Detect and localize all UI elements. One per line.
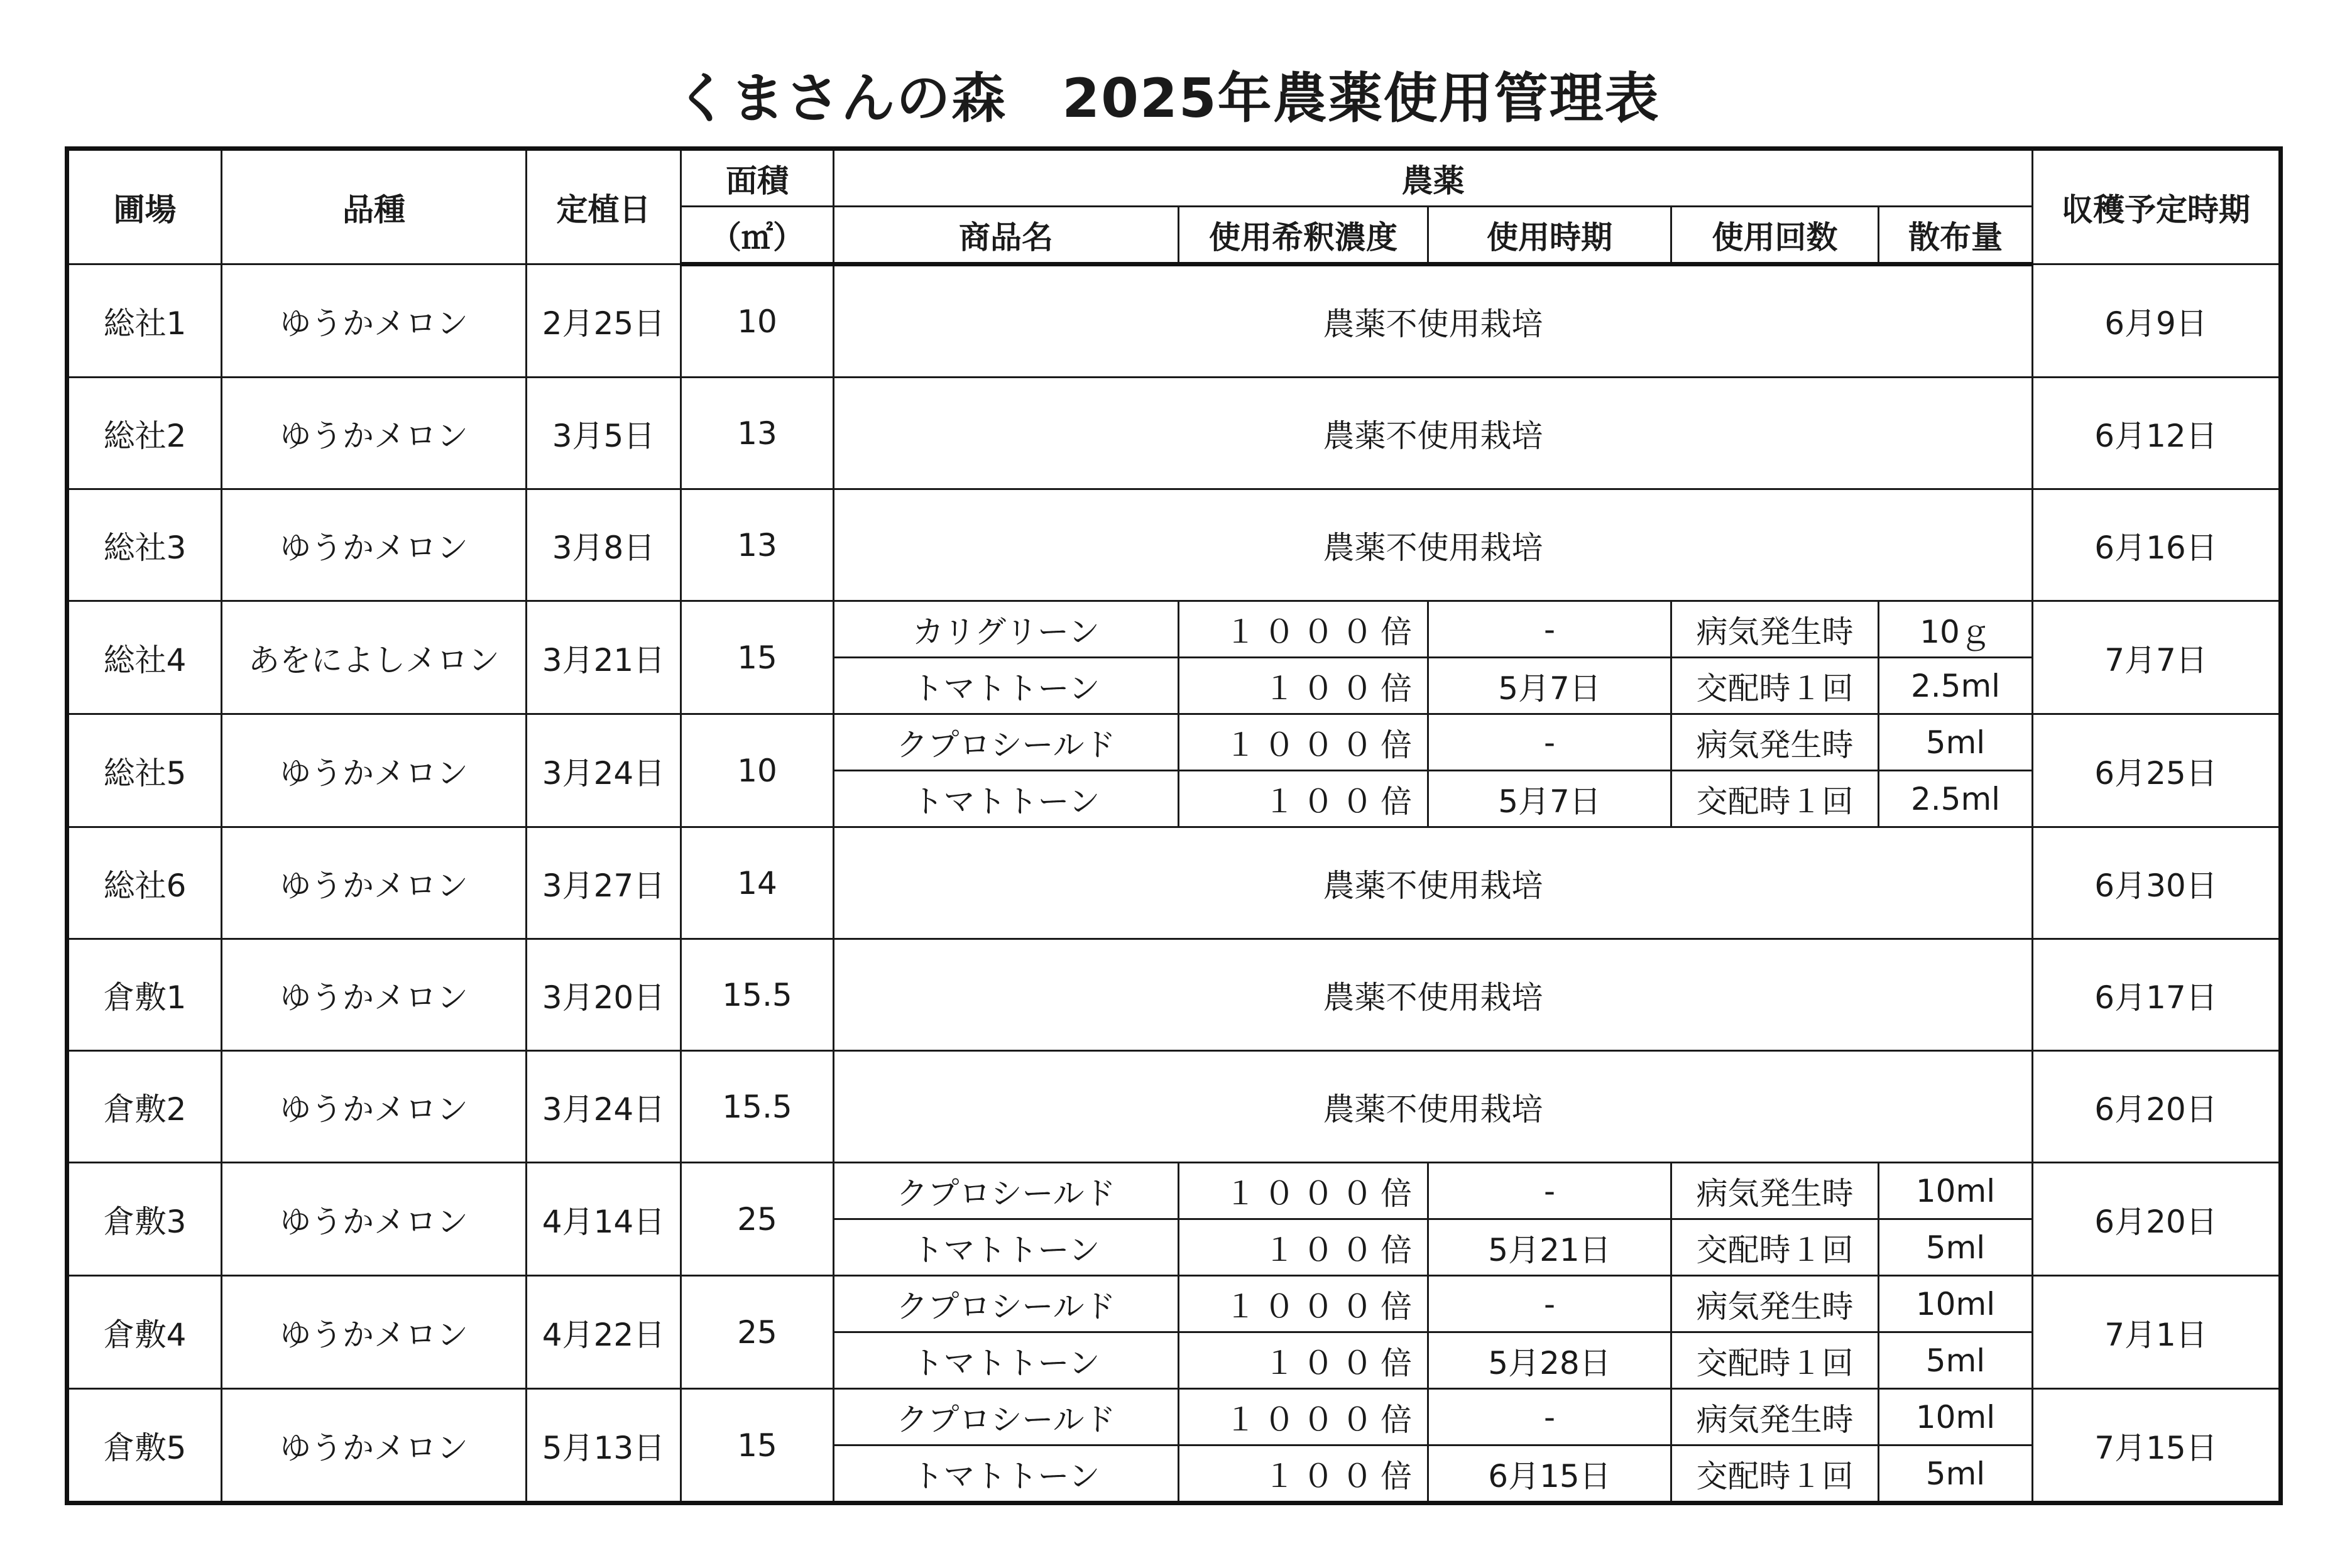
variety-cell: あをによしメロン — [222, 601, 527, 714]
header-timing: 使用時期 — [1428, 207, 1671, 264]
area-cell: 10 — [681, 264, 834, 378]
dilution-cell: １００倍 — [1179, 771, 1428, 827]
field-cell: 総社2 — [67, 378, 222, 489]
timing-cell: - — [1428, 1389, 1671, 1446]
amount-cell: 5ml — [1879, 1446, 2033, 1503]
planting-date-cell: 3月20日 — [527, 939, 681, 1051]
field-cell: 倉敷1 — [67, 939, 222, 1051]
planting-date-cell: 3月8日 — [527, 489, 681, 601]
field-cell: 総社1 — [67, 264, 222, 378]
dilution-cell: １０００倍 — [1179, 1276, 1428, 1332]
product-name-cell: トマトトーン — [834, 1446, 1179, 1503]
field-cell: 総社3 — [67, 489, 222, 601]
planting-date-cell: 3月5日 — [527, 378, 681, 489]
harvest-cell: 6月20日 — [2033, 1051, 2281, 1163]
dilution-cell: １００倍 — [1179, 1332, 1428, 1389]
table-row — [67, 827, 2281, 939]
timing-cell: 5月7日 — [1428, 658, 1671, 714]
variety-cell: ゆうかメロン — [222, 489, 527, 601]
product-name-cell: クプロシールド — [834, 714, 1179, 771]
planting-date-cell: 2月25日 — [527, 264, 681, 378]
table-row — [67, 489, 2281, 601]
timing-cell: 5月28日 — [1428, 1332, 1671, 1389]
dilution-cell: １０００倍 — [1179, 601, 1428, 658]
count-cell: 交配時１回 — [1671, 1332, 1879, 1389]
product-name-cell: クプロシールド — [834, 1163, 1179, 1219]
area-cell: 25 — [681, 1163, 834, 1276]
planting-date-cell: 5月13日 — [527, 1389, 681, 1503]
header-row-top — [67, 149, 2281, 207]
planting-date-cell: 3月24日 — [527, 714, 681, 827]
header-area-unit: （㎡） — [681, 207, 834, 264]
timing-cell: 6月15日 — [1428, 1446, 1671, 1503]
field-cell: 総社6 — [67, 827, 222, 939]
area-cell: 13 — [681, 378, 834, 489]
product-name-cell: トマトトーン — [834, 1332, 1179, 1389]
header-pesticide: 農薬 — [834, 149, 2033, 207]
header-product-name: 商品名 — [834, 207, 1179, 264]
product-name-cell: トマトトーン — [834, 658, 1179, 714]
count-cell: 交配時１回 — [1671, 1219, 1879, 1276]
count-cell: 病気発生時 — [1671, 714, 1879, 771]
table-row — [67, 601, 2281, 658]
amount-cell: 10ｇ — [1879, 601, 2033, 658]
pesticide-note-cell: 農薬不使用栽培 — [834, 264, 2033, 378]
table-row — [67, 1389, 2281, 1446]
header-count: 使用回数 — [1671, 207, 1879, 264]
area-cell: 15 — [681, 1389, 834, 1503]
field-cell: 倉敷5 — [67, 1389, 222, 1503]
planting-date-cell: 4月14日 — [527, 1163, 681, 1276]
variety-cell: ゆうかメロン — [222, 939, 527, 1051]
dilution-cell: １００倍 — [1179, 1446, 1428, 1503]
product-name-cell: クプロシールド — [834, 1276, 1179, 1332]
product-name-cell: クプロシールド — [834, 1389, 1179, 1446]
count-cell: 交配時１回 — [1671, 1446, 1879, 1503]
amount-cell: 10ml — [1879, 1276, 2033, 1332]
area-cell: 13 — [681, 489, 834, 601]
timing-cell: - — [1428, 714, 1671, 771]
area-cell: 15.5 — [681, 939, 834, 1051]
dilution-cell: １０００倍 — [1179, 714, 1428, 771]
planting-date-cell: 3月21日 — [527, 601, 681, 714]
table-row — [67, 939, 2281, 1051]
harvest-cell: 6月12日 — [2033, 378, 2281, 489]
dilution-cell: １０００倍 — [1179, 1163, 1428, 1219]
header-amount: 散布量 — [1879, 207, 2033, 264]
product-name-cell: カリグリーン — [834, 601, 1179, 658]
count-cell: 病気発生時 — [1671, 1276, 1879, 1332]
table-row — [67, 1163, 2281, 1219]
table-row — [67, 264, 2281, 378]
variety-cell: ゆうかメロン — [222, 378, 527, 489]
harvest-cell: 7月7日 — [2033, 601, 2281, 714]
area-cell: 15.5 — [681, 1051, 834, 1163]
field-cell: 倉敷3 — [67, 1163, 222, 1276]
harvest-cell: 6月9日 — [2033, 264, 2281, 378]
pesticide-note-cell: 農薬不使用栽培 — [834, 378, 2033, 489]
timing-cell: - — [1428, 601, 1671, 658]
field-cell: 倉敷2 — [67, 1051, 222, 1163]
table-body — [67, 264, 2281, 1503]
amount-cell: 5ml — [1879, 714, 2033, 771]
variety-cell: ゆうかメロン — [222, 1163, 527, 1276]
harvest-cell: 6月20日 — [2033, 1163, 2281, 1276]
timing-cell: - — [1428, 1163, 1671, 1219]
count-cell: 病気発生時 — [1671, 601, 1879, 658]
count-cell: 交配時１回 — [1671, 658, 1879, 714]
timing-cell: - — [1428, 1276, 1671, 1332]
variety-cell: ゆうかメロン — [222, 827, 527, 939]
harvest-cell: 6月25日 — [2033, 714, 2281, 827]
variety-cell: ゆうかメロン — [222, 1051, 527, 1163]
amount-cell: 2.5ml — [1879, 658, 2033, 714]
count-cell: 病気発生時 — [1671, 1163, 1879, 1219]
pesticide-table — [65, 146, 2283, 1505]
planting-date-cell: 4月22日 — [527, 1276, 681, 1389]
harvest-cell: 6月16日 — [2033, 489, 2281, 601]
area-cell: 14 — [681, 827, 834, 939]
pesticide-note-cell: 農薬不使用栽培 — [834, 489, 2033, 601]
harvest-cell: 6月30日 — [2033, 827, 2281, 939]
field-cell: 倉敷4 — [67, 1276, 222, 1389]
table-row — [67, 378, 2281, 489]
page-title: くまさんの森 2025年農薬使用管理表 — [675, 67, 1660, 130]
area-cell: 10 — [681, 714, 834, 827]
harvest-cell: 6月17日 — [2033, 939, 2281, 1051]
variety-cell: ゆうかメロン — [222, 264, 527, 378]
area-cell: 15 — [681, 601, 834, 714]
field-cell: 総社5 — [67, 714, 222, 827]
header-field: 圃場 — [67, 149, 222, 264]
amount-cell: 10ml — [1879, 1389, 2033, 1446]
variety-cell: ゆうかメロン — [222, 714, 527, 827]
pesticide-note-cell: 農薬不使用栽培 — [834, 827, 2033, 939]
harvest-cell: 7月1日 — [2033, 1276, 2281, 1389]
variety-cell: ゆうかメロン — [222, 1276, 527, 1389]
amount-cell: 5ml — [1879, 1219, 2033, 1276]
planting-date-cell: 3月27日 — [527, 827, 681, 939]
header-area: 面積 — [681, 149, 834, 207]
timing-cell: 5月21日 — [1428, 1219, 1671, 1276]
count-cell: 病気発生時 — [1671, 1389, 1879, 1446]
product-name-cell: トマトトーン — [834, 1219, 1179, 1276]
planting-date-cell: 3月24日 — [527, 1051, 681, 1163]
amount-cell: 5ml — [1879, 1332, 2033, 1389]
count-cell: 交配時１回 — [1671, 771, 1879, 827]
product-name-cell: トマトトーン — [834, 771, 1179, 827]
amount-cell: 10ml — [1879, 1163, 2033, 1219]
table-row — [67, 1051, 2281, 1163]
table-row — [67, 714, 2281, 771]
header-variety: 品種 — [222, 149, 527, 264]
area-cell: 25 — [681, 1276, 834, 1389]
harvest-cell: 7月15日 — [2033, 1389, 2281, 1503]
pesticide-note-cell: 農薬不使用栽培 — [834, 939, 2033, 1051]
dilution-cell: １００倍 — [1179, 658, 1428, 714]
header-harvest: 収穫予定時期 — [2033, 149, 2281, 264]
header-planting-date: 定植日 — [527, 149, 681, 264]
header-dilution: 使用希釈濃度 — [1179, 207, 1428, 264]
variety-cell: ゆうかメロン — [222, 1389, 527, 1503]
amount-cell: 2.5ml — [1879, 771, 2033, 827]
dilution-cell: １０００倍 — [1179, 1389, 1428, 1446]
dilution-cell: １００倍 — [1179, 1219, 1428, 1276]
table-row — [67, 1276, 2281, 1332]
field-cell: 総社4 — [67, 601, 222, 714]
pesticide-note-cell: 農薬不使用栽培 — [834, 1051, 2033, 1163]
timing-cell: 5月7日 — [1428, 771, 1671, 827]
